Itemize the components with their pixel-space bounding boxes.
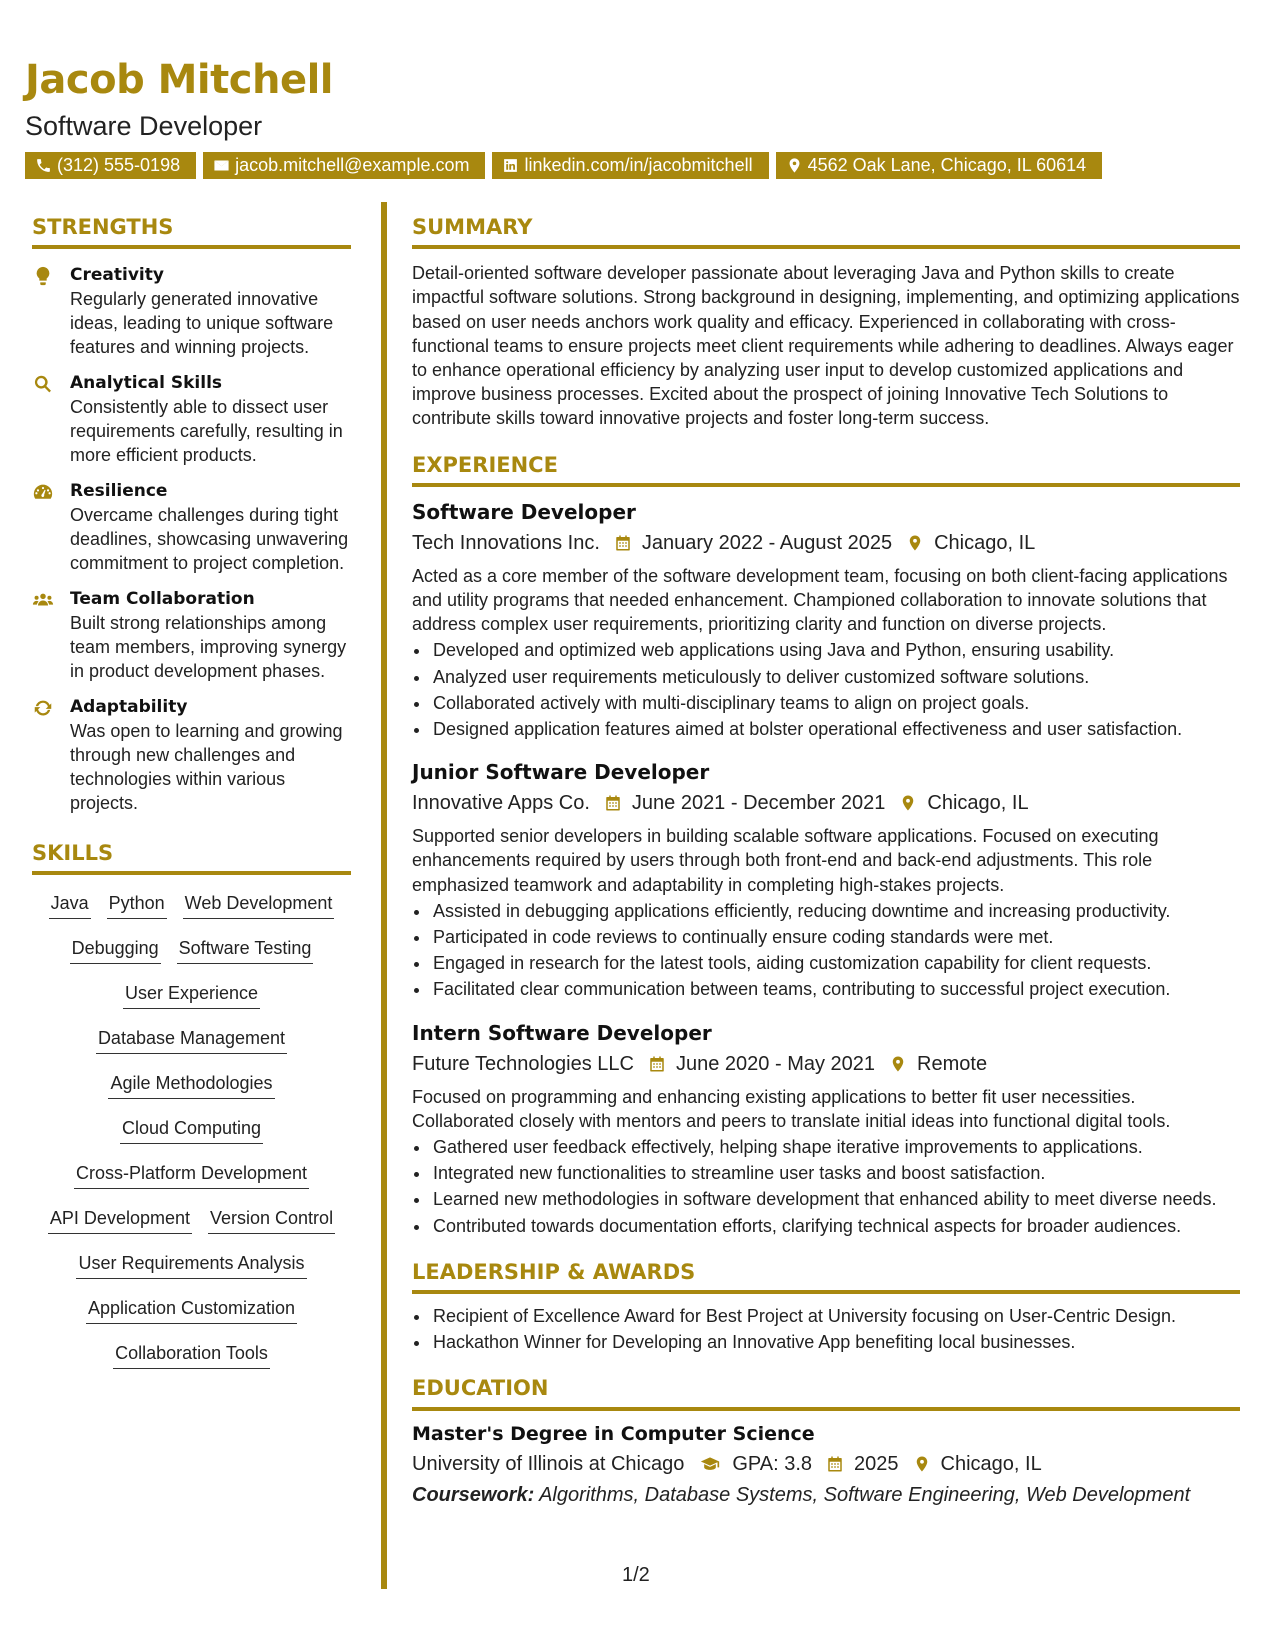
- experience-heading: EXPERIENCE: [412, 453, 1240, 487]
- skill-tag: User Requirements Analysis: [76, 1251, 306, 1279]
- calendar-icon: [604, 793, 622, 813]
- skill-tag: Software Testing: [177, 936, 314, 964]
- job-company: Innovative Apps Co.: [412, 792, 590, 815]
- contact-email[interactable]: [203, 152, 485, 179]
- skill-tag: Version Control: [208, 1206, 335, 1234]
- skill-tag: Application Customization: [86, 1296, 297, 1324]
- contact-bar: [25, 152, 1102, 179]
- skill-tag: Java: [49, 891, 91, 919]
- leadership-list: [412, 1304, 1240, 1354]
- strength-item: [32, 479, 351, 575]
- school-location: Chicago, IL: [940, 1452, 1042, 1475]
- job-title: Junior Software Developer: [412, 760, 710, 785]
- lightbulb-icon: [32, 265, 54, 287]
- list-item: • Recipient of Excellence Award for Best Project at University focusing on User-Centric Design.: [431, 1304, 1240, 1328]
- search-icon: [32, 373, 54, 395]
- coursework: [412, 1481, 1240, 1509]
- coursework-list: Algorithms, Database Systems, Software Engineering, Web Development: [539, 1483, 1191, 1506]
- calendar-icon: [648, 1054, 666, 1074]
- envelope-icon: [213, 157, 230, 174]
- job-entry: [412, 759, 1240, 1001]
- summary-heading: SUMMARY: [412, 215, 1240, 249]
- contact-phone[interactable]: [25, 152, 196, 179]
- job-meta: [412, 528, 1240, 558]
- skills-heading: SKILLS: [32, 841, 351, 875]
- job-company: Tech Innovations Inc.: [412, 531, 600, 554]
- experience-section: [412, 453, 1240, 1238]
- contact-linkedin-text: linkedin.com/in/jacobmitchell: [524, 155, 753, 175]
- education-section: [412, 1376, 1240, 1508]
- map-pin-icon: [889, 1054, 907, 1074]
- map-pin-icon: [906, 533, 924, 553]
- skill-tag: Cloud Computing: [120, 1116, 263, 1144]
- summary-section: [412, 215, 1240, 431]
- list-item: • Analyzed user requirements meticulously to deliver customized software solutions.: [431, 665, 1240, 689]
- map-pin-icon: [913, 1454, 931, 1474]
- strength-desc: Consistently able to dissect user requirements carefully, resulting in more efficient products.: [70, 397, 343, 466]
- summary-text: Detail-oriented software developer passionate about leveraging Java and Python skills to create impactful software solutions. Strong background in designing, implementing, and optimizing applications based on user needs anchors work quality and efficacy. Experienced in collaborating with cross-functional teams to ensure projects meet client requirements while adhering to deadlines. Always eager to enhance operational efficiency by analyzing user input to develop customized applications and improve business processes. Excited about the prospect of joining Innovative Tech Solutions to contribute skills toward innovative projects and foster long-term success.: [412, 263, 1240, 429]
- sync-icon: [32, 697, 54, 719]
- strength-desc: Was open to learning and growing through new challenges and technologies within various projects.: [70, 721, 343, 814]
- strength-title: Team Collaboration: [70, 589, 255, 610]
- skill-tag: Collaboration Tools: [113, 1341, 270, 1369]
- gpa: GPA: 3.8: [732, 1452, 813, 1475]
- skill-tag: User Experience: [123, 981, 260, 1009]
- education-meta: [412, 1449, 1240, 1479]
- skills-section: [32, 841, 351, 1369]
- list-item: • Developed and optimized web applications using Java and Python, ensuring usability.: [431, 638, 1240, 662]
- right-column: [412, 215, 1240, 1509]
- list-item: • Designed application features aimed at bolster operational effectiveness and user satisfaction.: [431, 717, 1240, 741]
- job-description: Supported senior developers in building scalable software applications. Focused on executing enhancements required by users through both front-end and back-end adjustments. This role emphasized teamwork and adaptability in completing high-stakes projects.: [412, 826, 1159, 895]
- graduation-year: 2025: [854, 1452, 899, 1475]
- job-dates: June 2020 - May 2021: [676, 1052, 876, 1075]
- strengths-heading: STRENGTHS: [32, 215, 351, 249]
- calendar-icon: [614, 533, 632, 553]
- job-dates: June 2021 - December 2021: [631, 792, 886, 815]
- strength-desc: Regularly generated innovative ideas, leading to unique software features and winning projects.: [70, 289, 334, 358]
- skill-tag: Web Development: [183, 891, 335, 919]
- job-bullets: [412, 638, 1240, 741]
- job-bullets: [412, 899, 1240, 1002]
- skill-tag: Python: [107, 891, 167, 919]
- job-dates: January 2022 - August 2025: [641, 531, 893, 554]
- strength-desc: Overcame challenges during tight deadlines, showcasing unwavering commitment to project completion.: [70, 505, 349, 574]
- strength-title: Analytical Skills: [70, 373, 223, 394]
- job-location: Remote: [917, 1052, 988, 1075]
- list-item: • Engaged in research for the latest tools, aiding customization capability for client requests.: [431, 951, 1240, 975]
- graduation-cap-icon: [698, 1454, 722, 1474]
- linkedin-icon: [502, 157, 519, 174]
- contact-linkedin[interactable]: [492, 152, 768, 179]
- contact-phone-text: (312) 555-0198: [57, 155, 181, 175]
- column-divider: [381, 202, 387, 1589]
- list-item: • Hackathon Winner for Developing an Innovative App benefiting local businesses.: [431, 1330, 1240, 1354]
- list-item: • Participated in code reviews to continually ensure coding standards were met.: [431, 925, 1240, 949]
- job-meta: [412, 788, 1240, 818]
- degree-title: Master's Degree in Computer Science: [412, 1422, 815, 1445]
- job-title: Intern Software Developer: [412, 1020, 712, 1045]
- leadership-section: [412, 1260, 1240, 1355]
- strength-item: [32, 263, 351, 359]
- skills-list: [32, 891, 351, 1369]
- map-pin-icon: [786, 157, 803, 174]
- strength-desc: Built strong relationships among team members, improving synergy in product development phases.: [70, 613, 347, 682]
- job-location: Chicago, IL: [934, 531, 1036, 554]
- leadership-heading: LEADERSHIP & AWARDS: [412, 1260, 1240, 1294]
- list-item: • Contributed towards documentation efforts, clarifying technical aspects for broader audiences.: [431, 1214, 1240, 1238]
- job-description: Focused on programming and enhancing existing applications to better fit user necessities. Collaborated closely with mentors and peers to translate initial ideas into functional digital tools.: [412, 1086, 1171, 1131]
- strength-item: [32, 587, 351, 683]
- skill-tag: Cross-Platform Development: [74, 1161, 309, 1189]
- contact-address[interactable]: [776, 152, 1103, 179]
- map-pin-icon: [899, 793, 917, 813]
- strength-item: [32, 695, 351, 815]
- job-bullets: [412, 1135, 1240, 1238]
- skill-tag: Debugging: [70, 936, 161, 964]
- strength-title: Resilience: [70, 481, 168, 502]
- job-entry: [412, 499, 1240, 741]
- strength-title: Creativity: [70, 265, 164, 286]
- calendar-icon: [826, 1454, 844, 1474]
- job-company: Future Technologies LLC: [412, 1052, 634, 1075]
- page-number: 1/2: [622, 1564, 650, 1586]
- school-name: University of Illinois at Chicago: [412, 1452, 685, 1475]
- left-column: [32, 215, 351, 1369]
- list-item: • Gathered user feedback effectively, helping shape iterative improvements to applications.: [431, 1135, 1240, 1159]
- gauge-icon: [32, 481, 54, 503]
- job-meta: [412, 1049, 1240, 1079]
- coursework-label: Coursework:: [412, 1483, 535, 1506]
- strength-item: [32, 371, 351, 467]
- skill-tag: Database Management: [96, 1026, 287, 1054]
- list-item: • Assisted in debugging applications efficiently, reducing downtime and increasing productivity.: [431, 899, 1240, 923]
- job-title: Software Developer: [412, 499, 636, 524]
- users-icon: [32, 589, 54, 611]
- list-item: • Integrated new functionalities to streamline user tasks and boost satisfaction.: [431, 1161, 1240, 1185]
- job-entry: [412, 1020, 1240, 1238]
- job-location: Chicago, IL: [927, 792, 1029, 815]
- education-heading: EDUCATION: [412, 1376, 1240, 1410]
- phone-icon: [35, 157, 52, 174]
- strengths-section: [32, 215, 351, 815]
- contact-email-text: jacob.mitchell@example.com: [235, 155, 470, 175]
- candidate-name: Jacob Mitchell: [25, 57, 333, 103]
- job-description: Acted as a core member of the software development team, focusing on both client-facing applications and utility programs that needed enhancement. Championed collaboration to innovate solutions that address complex user requirements, prioritizing clarity and function on diverse projects.: [412, 565, 1228, 635]
- skill-tag: API Development: [48, 1206, 192, 1234]
- list-item: • Collaborated actively with multi-disciplinary teams to align on project goals.: [431, 691, 1240, 715]
- contact-address-text: 4562 Oak Lane, Chicago, IL 60614: [807, 155, 1087, 175]
- list-item: • Learned new methodologies in software development that enhanced ability to meet diverse needs.: [431, 1187, 1240, 1211]
- strength-title: Adaptability: [70, 697, 188, 718]
- job-title-heading: Software Developer: [25, 111, 263, 141]
- skill-tag: Agile Methodologies: [108, 1071, 274, 1099]
- list-item: • Facilitated clear communication between teams, contributing to successful project execution.: [431, 977, 1240, 1001]
